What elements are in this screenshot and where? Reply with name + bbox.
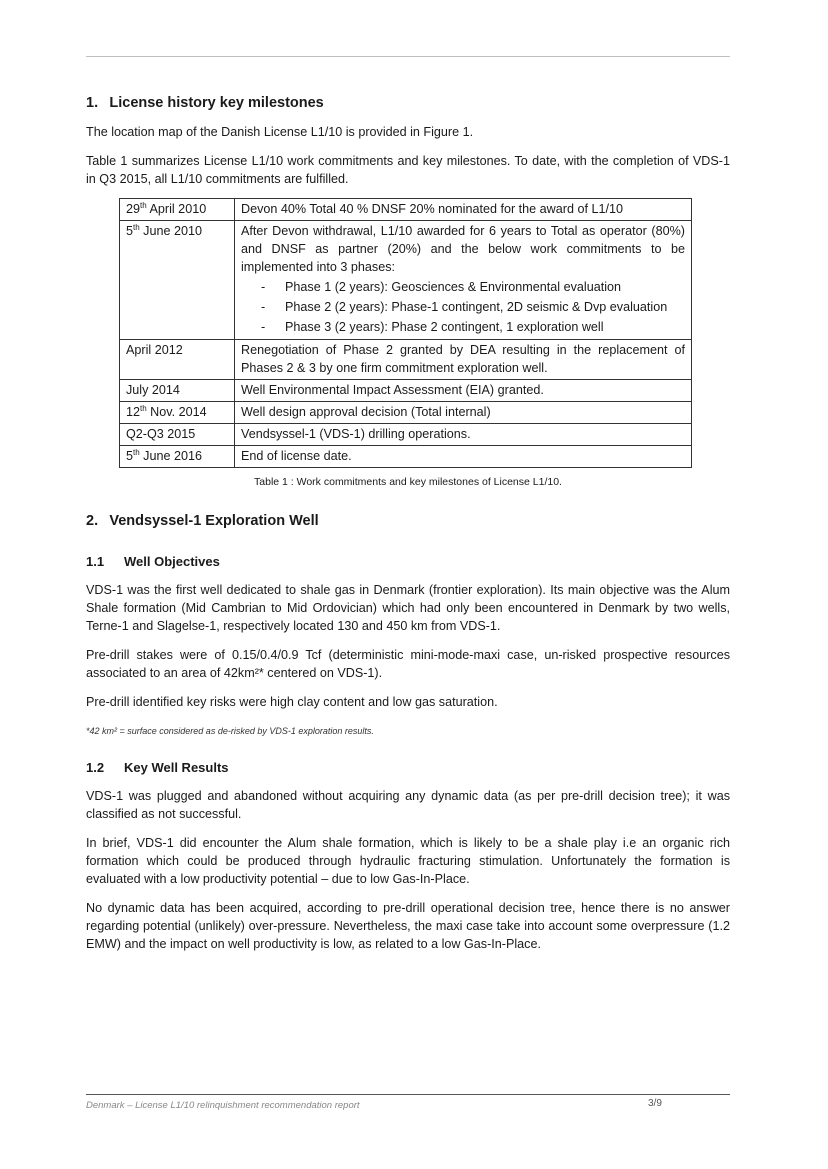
subsection-1-2-title: Key Well Results xyxy=(124,760,229,775)
table-caption: Table 1 : Work commitments and key milestones of License L1/10. xyxy=(254,476,562,488)
milestone-description xyxy=(235,221,692,340)
milestone-description-text: Well design approval decision (Total internal) xyxy=(241,405,491,419)
phase-list xyxy=(241,277,685,337)
subsection-1-1-heading xyxy=(86,554,730,569)
milestone-description xyxy=(235,199,692,221)
dash-bullet: - xyxy=(261,300,266,314)
page-content xyxy=(86,95,730,953)
milestone-description-text: End of license date. xyxy=(241,449,352,463)
subsection-1-2-number: 1.2 xyxy=(86,760,105,775)
table-row xyxy=(120,446,692,468)
footer-report-title: Denmark – License L1/10 relinquishment recommendation report xyxy=(86,1100,360,1111)
milestone-date-day: 29 xyxy=(126,202,141,216)
milestone-date: Q2-Q3 2015 xyxy=(120,424,235,446)
list-item xyxy=(241,317,685,337)
milestone-date xyxy=(120,446,235,468)
phase-text: Phase 1 (2 years): Geosciences & Environmental evaluation xyxy=(285,280,622,294)
section-1-heading: 1. License history key milestones xyxy=(86,95,324,111)
table-row xyxy=(120,221,692,340)
milestone-date-day: 5 xyxy=(126,224,134,238)
results-paragraph-2: In brief, VDS-1 did encounter the Alum shale formation, which is likely to be a shale play i.e an organic rich formation which could be produced through hydraulic fracturing stimulation. Unfortunately the formation is evaluated with a low productivity potential – due to low Gas-In-Place. xyxy=(86,836,730,886)
section-1-paragraph-1: The location map of the Danish License L1/10 is provided in Figure 1. xyxy=(86,125,474,139)
section-2-heading: 2. Vendsyssel-1 Exploration Well xyxy=(86,513,319,529)
list-item xyxy=(241,297,685,317)
area-footnote: *42 km² = surface considered as de-risked by VDS-1 exploration results. xyxy=(86,726,374,736)
milestone-description-text: Vendsyssel-1 (VDS-1) drilling operations. xyxy=(241,427,471,441)
phase-text: Phase 2 (2 years): Phase-1 contingent, 2D seismic & Dvp evaluation xyxy=(285,300,668,314)
milestone-description-text: Devon 40% Total 40 % DNSF 20% nominated for the award of L1/10 xyxy=(241,202,623,216)
results-paragraph-3: No dynamic data has been acquired, according to pre-drill operational decision tree, hence there is no answer regarding potential (unlikely) over-pressure. Nevertheless, the maxi case take into account some overpressure (1.2 EMW) and the impact on well productivity is low, as related to a low Gas-In-Place. xyxy=(86,901,730,951)
milestone-date-rest: June 2016 xyxy=(139,449,203,463)
results-paragraph-1: VDS-1 was plugged and abandoned without acquiring any dynamic data (as per pre-drill decision tree); it was classified as not successful. xyxy=(86,789,730,821)
milestones-table xyxy=(119,198,692,468)
dash-bullet: - xyxy=(261,320,266,334)
milestone-description xyxy=(235,402,692,424)
section-1-paragraph-2: Table 1 summarizes License L1/10 work commitments and key milestones. To date, with the completion of VDS-1 in Q3 2015, all L1/10 commitments are fulfilled. xyxy=(86,154,730,186)
milestone-date: July 2014 xyxy=(120,380,235,402)
subsection-1-1-number: 1.1 xyxy=(86,554,105,569)
milestone-date xyxy=(120,402,235,424)
table-row xyxy=(120,402,692,424)
milestone-description xyxy=(235,424,692,446)
subsection-1-1-title: Well Objectives xyxy=(124,554,220,569)
table-row xyxy=(120,340,692,380)
milestone-date xyxy=(120,221,235,340)
milestone-description xyxy=(235,340,692,380)
milestone-date-day: 12 xyxy=(126,405,141,419)
milestone-date-rest: Nov. 2014 xyxy=(146,405,207,419)
table-row xyxy=(120,380,692,402)
objectives-paragraph-1: VDS-1 was the first well dedicated to shale gas in Denmark (frontier exploration). Its main objective was the Alum Shale formation (Mid Cambrian to Mid Ordovician) which had only been encountered in Denmark by two wells, Terne-1 and Slagelse-1, respectively located 130 and 450 km from VDS-1. xyxy=(86,583,730,633)
milestone-date: April 2012 xyxy=(120,340,235,380)
subsection-1-2-heading xyxy=(86,760,730,775)
milestone-description xyxy=(235,380,692,402)
table-row xyxy=(120,424,692,446)
milestone-date-suffix: th xyxy=(140,403,147,413)
objectives-paragraph-2: Pre-drill stakes were of 0.15/0.4/0.9 Tcf (deterministic mini-mode-maxi case, un-risked prospective resources associated to an area of 42km²* centered on VDS-1). xyxy=(86,648,730,680)
footer-page-number: 3/9 xyxy=(648,1098,662,1109)
milestone-description xyxy=(235,446,692,468)
list-item xyxy=(241,277,685,297)
milestone-date-day: 5 xyxy=(126,449,134,463)
table-row xyxy=(120,199,692,221)
footer-rule xyxy=(86,1094,730,1095)
milestone-date-suffix: th xyxy=(133,447,140,457)
objectives-paragraph-3: Pre-drill identified key risks were high clay content and low gas saturation. xyxy=(86,695,498,709)
milestone-description-text: Well Environmental Impact Assessment (EIA) granted. xyxy=(241,383,544,397)
milestone-date-suffix: th xyxy=(140,200,147,210)
milestone-date-suffix: th xyxy=(133,222,140,232)
phase-text: Phase 3 (2 years): Phase 2 contingent, 1 exploration well xyxy=(285,320,604,334)
milestone-date xyxy=(120,199,235,221)
milestone-date-rest: June 2010 xyxy=(139,224,203,238)
milestone-description-text: After Devon withdrawal, L1/10 awarded for 6 years to Total as operator (80%) and DNSF as partner (20%) and the below work commitments to be implemented into 3 phases: xyxy=(241,224,685,274)
milestone-date-rest: April 2010 xyxy=(146,202,207,216)
header-rule xyxy=(86,56,730,57)
milestone-description-text: Renegotiation of Phase 2 granted by DEA resulting in the replacement of Phases 2 & 3 by one firm commitment exploration well. xyxy=(241,343,685,375)
dash-bullet: - xyxy=(261,280,266,294)
